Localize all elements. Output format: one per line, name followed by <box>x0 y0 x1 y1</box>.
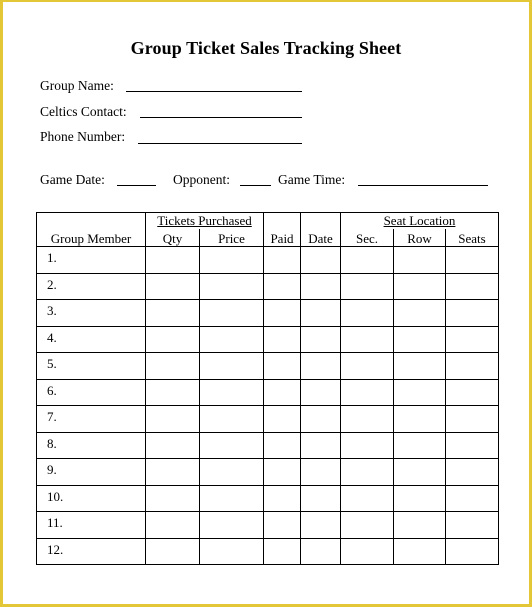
contact-label: Celtics Contact: <box>40 104 127 119</box>
sec-cell[interactable] <box>341 432 394 459</box>
seats-cell[interactable] <box>446 300 499 327</box>
table-row <box>37 485 499 512</box>
date-cell[interactable] <box>301 512 341 539</box>
row-cell[interactable] <box>394 432 446 459</box>
qty-cell[interactable] <box>146 512 200 539</box>
table-row <box>37 512 499 539</box>
group-name-field[interactable] <box>126 91 302 92</box>
qty-cell[interactable] <box>146 406 200 433</box>
row-number[interactable]: 4. <box>37 326 146 353</box>
table-row <box>37 273 499 300</box>
price-cell[interactable] <box>200 432 264 459</box>
seats-cell[interactable] <box>446 459 499 486</box>
tracking-table <box>36 212 499 565</box>
row-cell[interactable] <box>394 485 446 512</box>
row-number[interactable]: 10. <box>37 485 146 512</box>
price-cell[interactable] <box>200 379 264 406</box>
paid-cell[interactable] <box>264 353 301 380</box>
contact-field[interactable] <box>140 117 302 118</box>
paid-cell[interactable] <box>264 247 301 274</box>
qty-cell[interactable] <box>146 432 200 459</box>
price-cell[interactable] <box>200 300 264 327</box>
date-cell[interactable] <box>301 485 341 512</box>
sec-cell[interactable] <box>341 379 394 406</box>
price-cell[interactable] <box>200 273 264 300</box>
qty-cell[interactable] <box>146 485 200 512</box>
table-row <box>37 459 499 486</box>
seats-cell[interactable] <box>446 406 499 433</box>
seats-cell[interactable] <box>446 247 499 274</box>
opponent-label: Opponent: <box>173 172 230 187</box>
row-number[interactable]: 11. <box>37 512 146 539</box>
qty-cell[interactable] <box>146 273 200 300</box>
date-cell[interactable] <box>301 273 341 300</box>
price-cell[interactable] <box>200 247 264 274</box>
row-number[interactable]: 9. <box>37 459 146 486</box>
group-name-label: Group Name: <box>40 78 114 93</box>
seats-cell[interactable] <box>446 273 499 300</box>
table-row <box>37 406 499 433</box>
row-number[interactable]: 5. <box>37 353 146 380</box>
row-number[interactable]: 6. <box>37 379 146 406</box>
column-header-date: Date <box>301 229 341 247</box>
paid-cell[interactable] <box>264 459 301 486</box>
price-cell[interactable] <box>200 353 264 380</box>
date-header-top <box>301 213 341 230</box>
sec-cell[interactable] <box>341 326 394 353</box>
game-date-label: Game Date: <box>40 172 105 187</box>
sec-cell[interactable] <box>341 485 394 512</box>
row-cell[interactable] <box>394 538 446 565</box>
date-cell[interactable] <box>301 353 341 380</box>
row-number[interactable]: 3. <box>37 300 146 327</box>
column-header-row: Row <box>394 229 446 247</box>
row-cell[interactable] <box>394 300 446 327</box>
seats-cell[interactable] <box>446 538 499 565</box>
phone-field[interactable] <box>138 143 302 144</box>
seats-cell[interactable] <box>446 485 499 512</box>
sec-cell[interactable] <box>341 273 394 300</box>
row-cell[interactable] <box>394 247 446 274</box>
member-header-top <box>37 213 146 230</box>
paid-cell[interactable] <box>264 379 301 406</box>
column-header-qty: Qty <box>146 229 200 247</box>
paid-cell[interactable] <box>264 538 301 565</box>
row-cell[interactable] <box>394 406 446 433</box>
column-header-seats: Seats <box>446 229 499 247</box>
column-header-sec: Sec. <box>341 229 394 247</box>
page-title: Group Ticket Sales Tracking Sheet <box>130 38 402 58</box>
paid-cell[interactable] <box>264 300 301 327</box>
row-number[interactable]: 12. <box>37 538 146 565</box>
table-row <box>37 432 499 459</box>
paid-cell[interactable] <box>264 273 301 300</box>
sec-cell[interactable] <box>341 459 394 486</box>
row-number[interactable]: 8. <box>37 432 146 459</box>
price-cell[interactable] <box>200 459 264 486</box>
game-time-field[interactable] <box>358 185 488 186</box>
date-cell[interactable] <box>301 326 341 353</box>
table-row <box>37 538 499 565</box>
price-cell[interactable] <box>200 485 264 512</box>
seats-cell[interactable] <box>446 432 499 459</box>
tickets-purchased-header: Tickets Purchased <box>146 213 264 230</box>
date-cell[interactable] <box>301 459 341 486</box>
row-cell[interactable] <box>394 273 446 300</box>
table-row <box>37 300 499 327</box>
qty-cell[interactable] <box>146 379 200 406</box>
date-cell[interactable] <box>301 379 341 406</box>
row-number[interactable]: 1. <box>37 247 146 274</box>
date-cell[interactable] <box>301 300 341 327</box>
paid-header-top <box>264 213 301 230</box>
paid-cell[interactable] <box>264 485 301 512</box>
column-header-price: Price <box>200 229 264 247</box>
qty-cell[interactable] <box>146 459 200 486</box>
sec-cell[interactable] <box>341 247 394 274</box>
phone-label: Phone Number: <box>40 129 126 144</box>
qty-cell[interactable] <box>146 326 200 353</box>
qty-cell[interactable] <box>146 300 200 327</box>
paid-cell[interactable] <box>264 406 301 433</box>
qty-cell[interactable] <box>146 353 200 380</box>
row-number[interactable]: 2. <box>37 273 146 300</box>
sec-cell[interactable] <box>341 406 394 433</box>
seat-location-header: Seat Location <box>341 213 499 230</box>
row-cell[interactable] <box>394 512 446 539</box>
table-row <box>37 247 499 274</box>
opponent-field[interactable] <box>240 185 271 186</box>
sec-cell[interactable] <box>341 538 394 565</box>
row-cell[interactable] <box>394 326 446 353</box>
sec-cell[interactable] <box>341 353 394 380</box>
price-cell[interactable] <box>200 326 264 353</box>
row-number[interactable]: 7. <box>37 406 146 433</box>
paid-cell[interactable] <box>264 326 301 353</box>
row-cell[interactable] <box>394 459 446 486</box>
price-cell[interactable] <box>200 512 264 539</box>
qty-cell[interactable] <box>146 247 200 274</box>
column-header-member: Group Member <box>37 229 146 247</box>
game-date-field[interactable] <box>117 185 156 186</box>
row-cell[interactable] <box>394 353 446 380</box>
date-cell[interactable] <box>301 247 341 274</box>
date-cell[interactable] <box>301 538 341 565</box>
paid-cell[interactable] <box>264 432 301 459</box>
price-cell[interactable] <box>200 538 264 565</box>
date-cell[interactable] <box>301 406 341 433</box>
table-row <box>37 353 499 380</box>
date-cell[interactable] <box>301 432 341 459</box>
table-row <box>37 379 499 406</box>
row-cell[interactable] <box>394 379 446 406</box>
sec-cell[interactable] <box>341 300 394 327</box>
seats-cell[interactable] <box>446 353 499 380</box>
seats-cell[interactable] <box>446 379 499 406</box>
qty-cell[interactable] <box>146 538 200 565</box>
paid-cell[interactable] <box>264 512 301 539</box>
price-cell[interactable] <box>200 406 264 433</box>
game-time-label: Game Time: <box>278 172 346 187</box>
column-header-paid: Paid <box>264 229 301 247</box>
seats-cell[interactable] <box>446 512 499 539</box>
sec-cell[interactable] <box>341 512 394 539</box>
seats-cell[interactable] <box>446 326 499 353</box>
table-row <box>37 326 499 353</box>
